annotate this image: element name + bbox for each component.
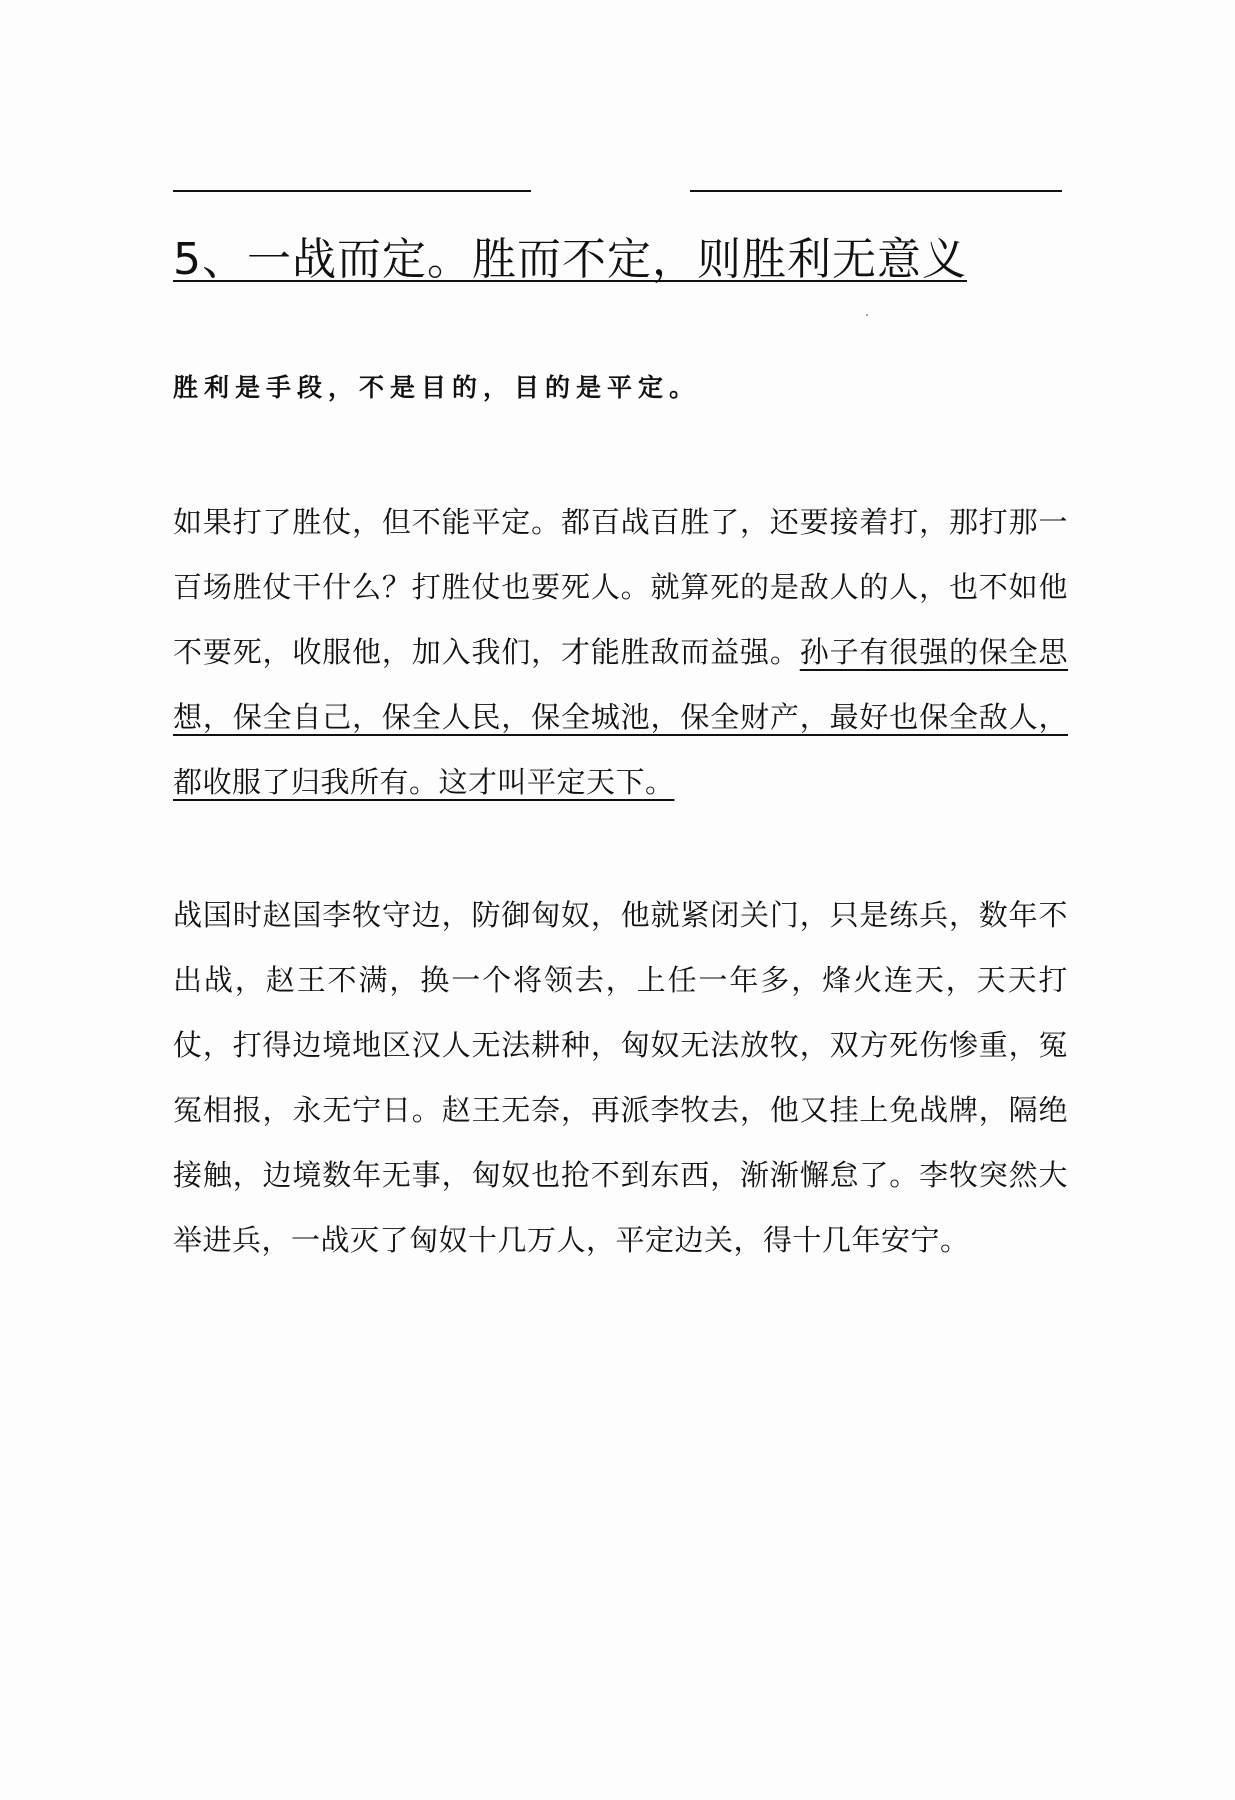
paragraph-1-plain: 如果打了胜仗，但不能平定。都百战百胜了，还要接着打，那打那一百场胜仗干什么？打胜仗也要死人。就算死的是敌人的人，也不如他不要死，收服他，加入我们，才能胜敌而益强。 (173, 505, 1068, 669)
scan-speck (866, 314, 868, 316)
paragraph-1-underlined: 孙子有很强的保全思想，保全自己，保全人民，保全城池，保全财产，最好也保全敌人，都收服了归我所有。这才叫平定天下。 (173, 635, 1068, 799)
paragraph-1 (173, 490, 1068, 815)
section-heading: 5、一战而定。胜而不定，则胜利无意义 (173, 234, 967, 285)
top-rule-right (690, 190, 1062, 192)
section-subheading: 胜利是手段，不是目的，目的是平定。 (173, 373, 701, 402)
top-rule-left (173, 190, 531, 192)
paragraph-2: 战国时赵国李牧守边，防御匈奴，他就紧闭关门，只是练兵，数年不出战，赵王不满，换一个将领去，上任一年多，烽火连天，天天打仗，打得边境地区汉人无法耕种，匈奴无法放牧，双方死伤惨重，冤冤相报，永无宁日。赵王无奈，再派李牧去，他又挂上免战牌，隔绝接触，边境数年无事，匈奴也抢不到东西，渐渐懈怠了。李牧突然大举进兵，一战灭了匈奴十几万人，平定边关，得十几年安宁。 (173, 898, 1068, 1257)
